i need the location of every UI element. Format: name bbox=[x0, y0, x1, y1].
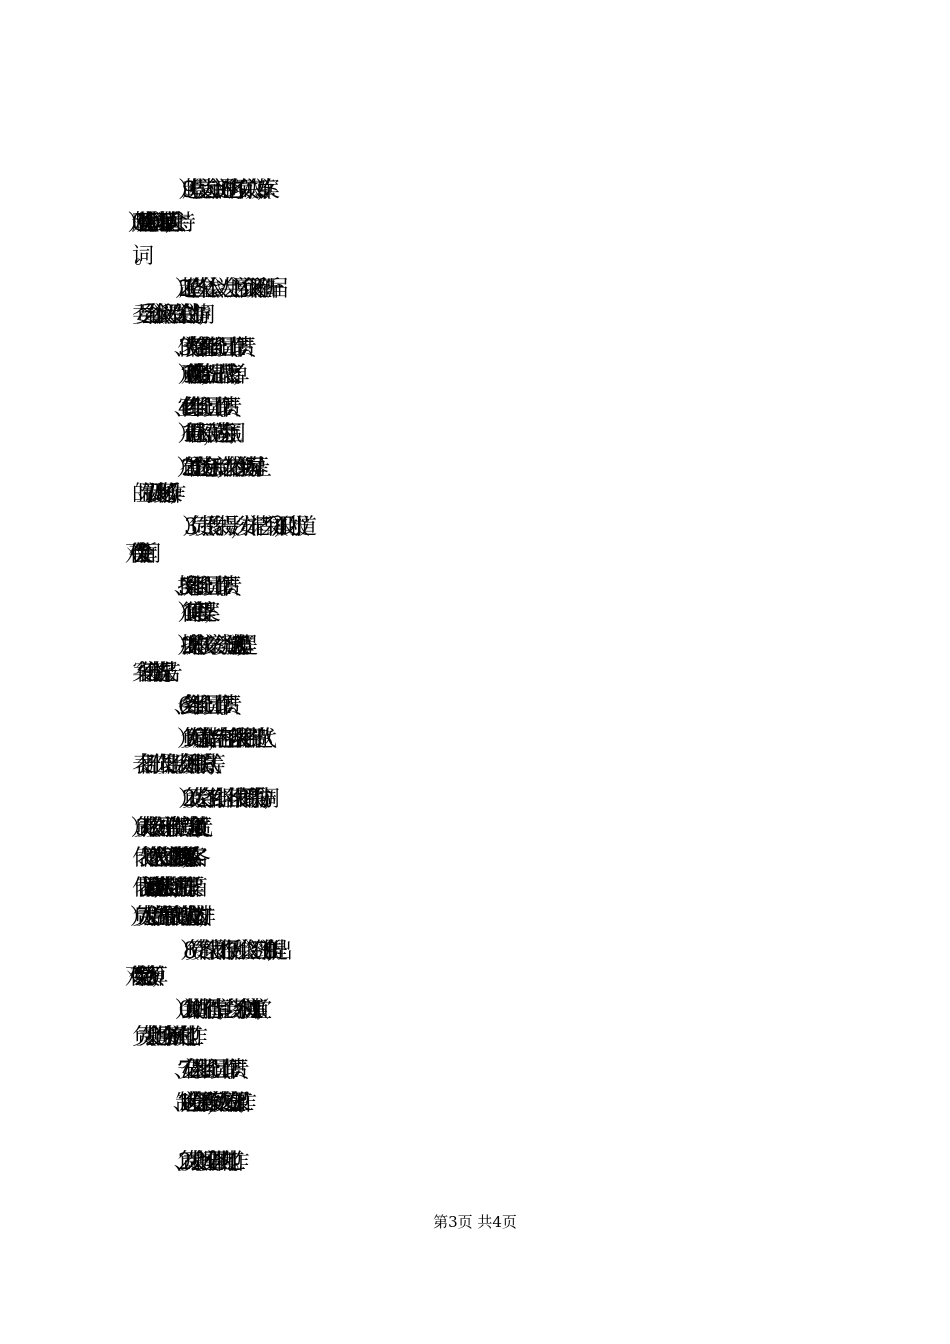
text-line: （1）审查“双代会”代表资格；提出正式代表名单； bbox=[178, 363, 235, 388]
text-line: 5、提案组组长：组员：工作职责： bbox=[178, 575, 228, 600]
text-line: 4、宣传组组长：组员：工作职责： bbox=[178, 396, 228, 421]
text-line: 6、会务组组长：组员：工作职责： bbox=[178, 694, 228, 719]
text-line: （2）布置主会场的会标、音响；大会内容在会场大屏幕上 bbox=[178, 456, 254, 481]
text-line: “双代会”有关新闻 bbox=[132, 542, 143, 567]
text-line: （1）负责编印大会指南，内容包括各代表团名册、特邀代 bbox=[178, 727, 259, 752]
text-line: （1）布置厂区标语，营造两会氛围； bbox=[178, 422, 232, 447]
text-line: 代表、特邀代表代表证、文件袋的购买；（5）负责联系落实各 bbox=[132, 846, 192, 871]
text-line: 案征集分类情况报告。 bbox=[132, 661, 169, 686]
text-line: （8）负责各代表团的报到和会议签到工作；（9）提出 bbox=[178, 939, 276, 964]
text-line: 表名册、工作人员名册、大会须知和联系方式等； bbox=[132, 753, 212, 778]
text-line: （7）负责大会主席台的布置和代表、特邀代表座位的安排； bbox=[132, 905, 200, 930]
text-line: 2、负责大会期间安全保卫的其他工作。 bbox=[178, 1150, 235, 1175]
text-line: 7、安全保卫组组长：组员：工作职责： bbox=[178, 1058, 235, 1083]
text-line: 1、制定大会安全保卫工作预案，负责大会的安全保卫工作； bbox=[178, 1091, 241, 1116]
page-number-footer: 第3页 共4页 bbox=[433, 1213, 517, 1231]
text-line: （10）起草“双代会”开幕词、闭幕词；（11）起草大会主持 bbox=[132, 211, 178, 236]
text-line: 词。 bbox=[132, 244, 137, 269]
text-line: （2）提案的审核、立案、分类、登记工作；（3）起草提 bbox=[178, 634, 240, 659]
text-line: 3、代表资格审查组组长：组员：工作职责： bbox=[178, 336, 242, 361]
text-line: 代表团讨论场地；（6）清点统计代表到会情况；制作投票箱。 bbox=[132, 876, 192, 901]
text-line: （3）负责接收公司外兄弟单位贺信、贺电、贺礼；（4）负责 bbox=[132, 816, 195, 841]
text-line: 委员会全体会议议程及有关会议的主持词； bbox=[132, 303, 201, 328]
text-line: “双代会”专项经费预算； bbox=[132, 965, 154, 990]
text-line: 的显示设计及现场操作； bbox=[132, 482, 172, 507]
text-line: 负责大会期间与会务相关的其他工作。 bbox=[132, 1025, 194, 1050]
text-line: （12）起草各次全体会议、大会主席团会议议程和新一届 bbox=[178, 277, 272, 302]
text-line: （3）负责摄像、摄影，安排记者采访；（4）及时报道 bbox=[178, 515, 301, 540]
text-line: （10）会议期间的招待事宜；会场茶水供应事宜；（11） bbox=[178, 998, 249, 1023]
text-line: （2）负责大会各工作小组、各代表团的联系与协调； bbox=[178, 787, 266, 812]
text-line: （9）起草提交大会审议通过的各项有关决议（草案）； bbox=[178, 178, 259, 203]
text-line: （1）征集审理提案； bbox=[178, 601, 206, 626]
